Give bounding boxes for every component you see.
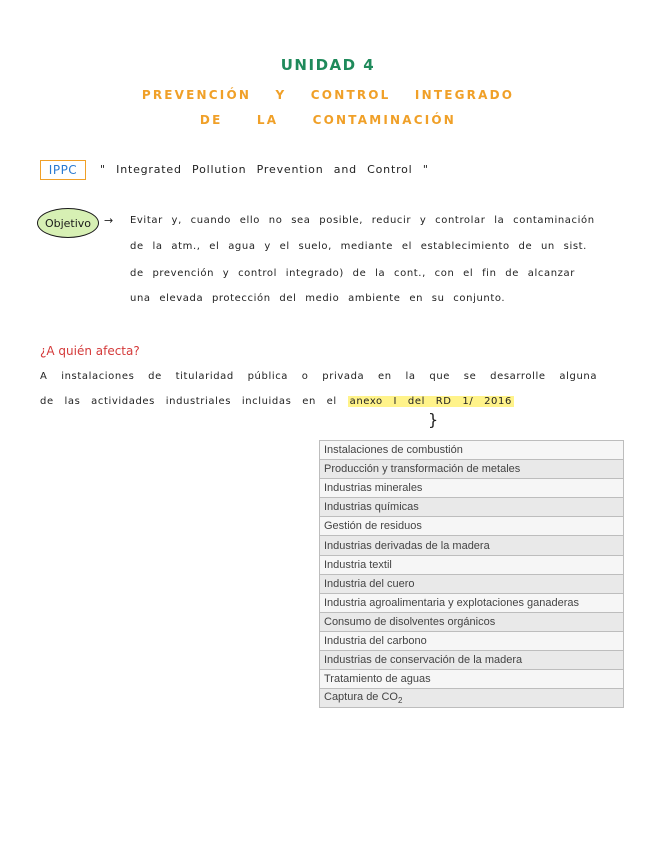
title-word: DE	[199, 113, 223, 127]
objetivo-line: Evitar y, cuando ello no sea posible, reducir y controlar la contaminación	[130, 215, 595, 226]
title-word: CONTROL	[310, 88, 391, 102]
table-cell: Instalaciones de combustión	[320, 441, 624, 460]
table-row	[320, 479, 624, 498]
table-row	[320, 689, 624, 708]
objetivo-badge: Objetivo	[37, 208, 99, 238]
table-cell: Industria textil	[320, 555, 624, 574]
table-row	[320, 517, 624, 536]
table-row	[320, 498, 624, 517]
activities-table	[319, 440, 624, 708]
brace-icon: }	[428, 410, 439, 429]
table-cell: Industria agroalimentaria y explotaciones ganaderas	[320, 593, 624, 612]
table-cell: Industrias derivadas de la madera	[320, 536, 624, 555]
ippc-expansion: " Integrated Pollution Prevention and Control "	[100, 163, 429, 176]
table-row	[320, 574, 624, 593]
question-heading: ¿A quién afecta?	[40, 344, 140, 358]
objetivo-line: de prevención y control integrado) de la cont., con el fin de alcanzar	[130, 268, 575, 279]
applies-line-2	[40, 396, 514, 407]
objetivo-line: una elevada protección del medio ambiente en su conjunto.	[130, 293, 506, 304]
title-line-1	[0, 88, 656, 102]
table-row	[320, 670, 624, 689]
co2-label: Captura de CO	[324, 691, 398, 704]
table-row	[320, 593, 624, 612]
table-row	[320, 536, 624, 555]
table-row	[320, 651, 624, 670]
objetivo-line: de la atm., el agua y el suelo, mediante el establecimiento de un sist.	[130, 241, 587, 252]
applies-line-1: A instalaciones de titularidad pública o privada en la que se desarrolle alguna	[40, 371, 598, 382]
table-cell: Industria del carbono	[320, 631, 624, 650]
table-cell: Industrias minerales	[320, 479, 624, 498]
title-word: CONTAMINACIÓN	[312, 113, 457, 127]
table-cell: Industrias químicas	[320, 498, 624, 517]
table-cell	[320, 689, 624, 708]
title-word: INTEGRADO	[414, 88, 515, 102]
arrow-icon: →	[104, 214, 114, 227]
unit-title: UNIDAD 4	[280, 56, 376, 74]
co2-subscript: 2	[397, 696, 403, 706]
table-cell: Industria del cuero	[320, 574, 624, 593]
annex-highlight: anexo I del RD 1/ 2016	[349, 396, 512, 407]
table-cell: Industrias de conservación de la madera	[320, 651, 624, 670]
table-row	[320, 631, 624, 650]
table-row	[320, 612, 624, 631]
applies-line-2-text: de las actividades industriales incluidas en el	[40, 396, 337, 407]
title-line-2	[0, 113, 656, 127]
table-cell: Consumo de disolventes orgánicos	[320, 612, 624, 631]
table-cell: Gestión de residuos	[320, 517, 624, 536]
table-row	[320, 441, 624, 460]
title-word: PREVENCIÓN	[141, 88, 252, 102]
title-word: Y	[275, 88, 287, 102]
table-row	[320, 555, 624, 574]
table-row	[320, 460, 624, 479]
table-cell: Tratamiento de aguas	[320, 670, 624, 689]
ippc-label-box: IPPC	[40, 160, 86, 180]
title-word: LA	[256, 113, 279, 127]
table-cell: Producción y transformación de metales	[320, 460, 624, 479]
